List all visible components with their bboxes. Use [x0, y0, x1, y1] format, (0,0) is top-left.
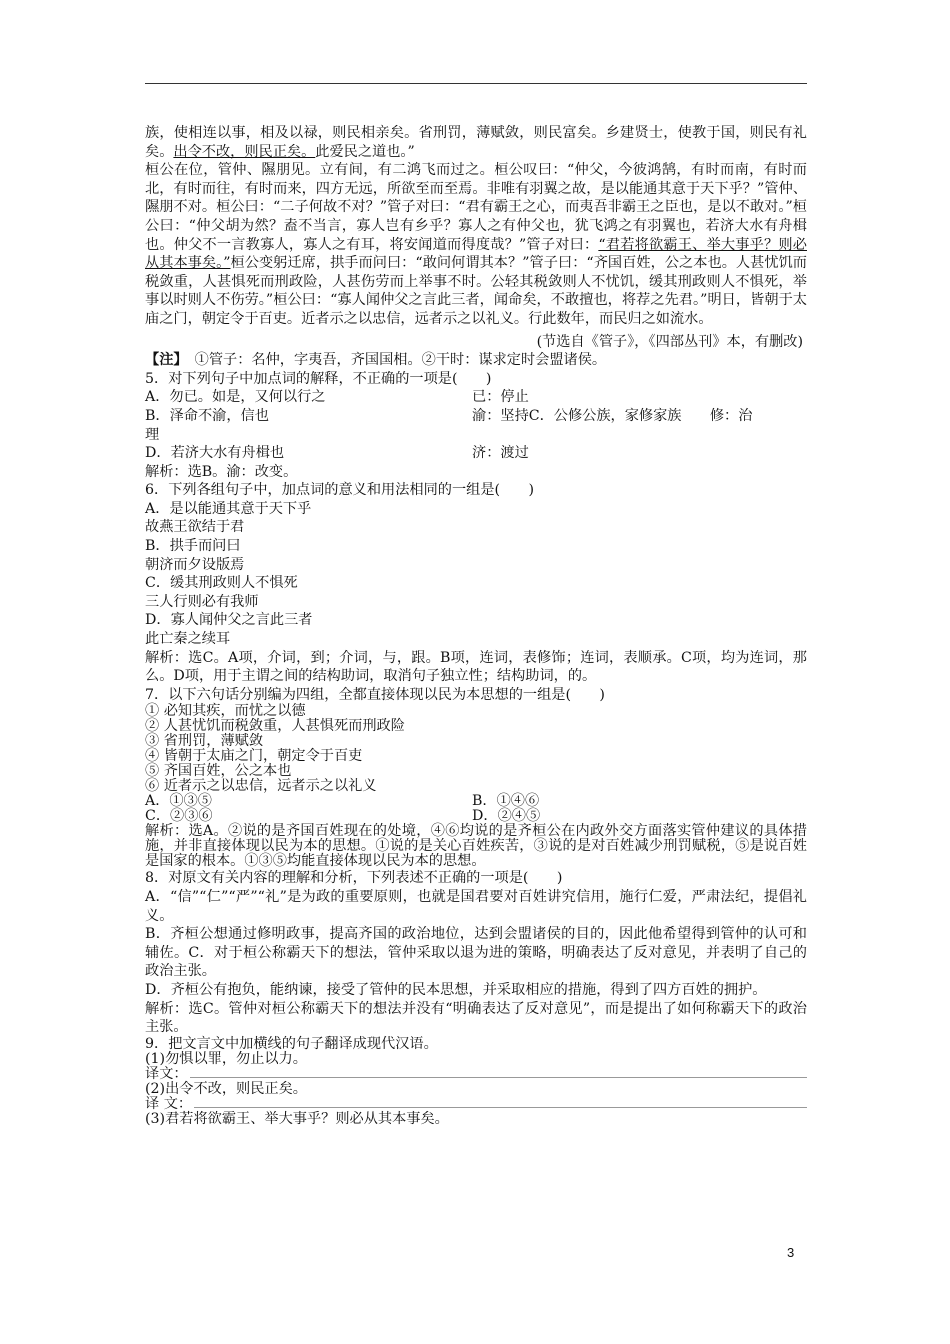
- answer-blank[interactable]: [190, 1077, 807, 1078]
- q7-items: [145, 704, 807, 869]
- header-rule: [145, 83, 807, 84]
- q7-options-ab: [145, 794, 807, 809]
- q5-option-d: [145, 444, 807, 463]
- underlined-sentence: 出令不改，则民正矣。: [173, 143, 316, 160]
- note-text: ①管子：名仲，字夷吾，齐国国相。②干时：谋求定时会盟诸侯。: [194, 352, 607, 369]
- option-text: D．若济大水有舟楫也: [145, 445, 285, 462]
- passage-paragraph-1: [145, 124, 807, 161]
- q6-option-c2: 三人行则必有我师: [145, 593, 259, 610]
- passage-text: 族，使相连以事，相及以禄，则民相亲矣。省刑罚，薄赋敛，则民富矣。乡建贤士，使教于国，则民有礼矣。: [145, 125, 807, 160]
- q6-option-a2: 故燕王欲结于君: [145, 519, 245, 536]
- underlined-sentence: “君若将欲霸王、举大事乎？则必从其本事矣。”: [145, 236, 807, 272]
- q7-stem: 7．以下六句话分别编为四组，全都直接体现以民为本思想的一组是( ): [145, 686, 605, 703]
- q9-sentence-2: (2)出令不改，则民正矣。: [145, 1080, 307, 1097]
- option-a: A．①③⑤: [145, 793, 212, 810]
- q6-answer: 解析：选C。A项，介词，到；介词，与，跟。B项，连词，表修饰；连词，表顺承。C项，均为连词，那么。D项，用于主谓之间的结构助词，取消句子独立性；结构助词，的。: [145, 649, 807, 685]
- q6-option-c1: C．缓其刑政则人不惧死: [145, 575, 298, 592]
- option-gloss: 济：渡过: [472, 445, 529, 462]
- q6-option-b2: 朝济而夕设版焉: [145, 556, 245, 573]
- option-gloss: 已：停止: [472, 389, 529, 406]
- q6-option-b1: B．拱手而问曰: [145, 538, 241, 555]
- q7-answer: 解析：选A。②说的是齐国百姓现在的处境，④⑥均说的是齐桓公在内政外交方面落实管仲建议的具体措施，并非直接体现以民为本的思想。①说的是关心百姓疾苦，③说的是对百姓减少刑罚赋税，⑤是说百姓是国家的根本。①③⑤均能直接体现以民为本的思想。: [145, 823, 807, 870]
- q5-option-b: [145, 407, 807, 426]
- document-body: [145, 124, 807, 1127]
- translation-label: 译 文：: [145, 1095, 193, 1112]
- q9-sentence-3: (3)君若将欲霸王、举大事乎？则必从其本事矣。: [145, 1110, 449, 1127]
- passage-text: 桓公在位，管仲、隰朋见。立有间，有二鸿飞而过之。桓公叹曰：“仲父，今彼鸿鹄，有时而南，有时而北，有时而往，有时而来，四方无远，所欲至而至焉。非唯有羽翼之故，是以能通其意于天下乎？”管仲、隰朋不对。桓公曰：“二子何故不对？”管子对曰：“君有霸王之心，而夷吾非霸王之臣也，是以不敢对。”桓公曰：“仲父胡为然？盍不当言，寡人岂有乡乎？寡人之有仲父也，犹飞鸿之有羽翼也，若济大水有舟楫也。仲父不一言教寡人，寡人之有耳，将安闻道而得度哉？”管子对曰：: [145, 162, 807, 253]
- q5-stem: 5．对下列句子中加点词的解释，不正确的一项是( ): [145, 370, 492, 387]
- answer-blank[interactable]: [194, 1107, 807, 1108]
- q5-answer: 解析：选B。渝：改变。: [145, 463, 298, 480]
- passage-text: 桓公变躬迁席，拱手而问曰：“敢问何谓其本？”管子曰：“齐国百姓，公之本也。人甚忧饥而税敛重，人甚惧死而刑政险，人甚伤劳而上举事不时。公轻其税敛则人不忧饥，缓其刑政则人不惧死，举事以时则人不伤劳。”桓公曰：“寡人闻仲父之言此三者，闻命矣，不敢擅也，将荐之先君。”明日，皆朝于太庙之门，朝定令于百吏。近者示之以忠信，远者示之以礼义。行此数年，而民归之如流水。: [145, 255, 807, 327]
- passage-note: [145, 351, 807, 370]
- q9-translation-1: [145, 1067, 807, 1082]
- q8-option-d: D．齐桓公有抱负，能纳谏，接受了管仲的民本思想，并采取相应的措施，得到了四方百姓的拥护。: [145, 981, 767, 998]
- passage-text: 此爱民之道也。”: [315, 143, 415, 160]
- option-b: B．①④⑥: [472, 793, 540, 810]
- q6-option-d1: D．寡人闻仲父之言此三者: [145, 612, 313, 629]
- q7-item: ③ 省刑罚，薄赋敛: [145, 733, 264, 750]
- q6-option-d2: 此亡秦之续耳: [145, 631, 231, 648]
- page-number: 3: [787, 1245, 795, 1260]
- passage-paragraph-2: [145, 161, 807, 328]
- q7-item: ⑥ 近者示之以忠信，远者示之以礼义: [145, 778, 377, 795]
- q7-item: ① 必知其疾，而忧之以德: [145, 703, 306, 720]
- option-text: B．泽命不渝，信也: [145, 407, 269, 424]
- q7-item: ④ 皆朝于太庙之门，朝定令于百吏: [145, 748, 363, 765]
- passage-source: (节选自《管子》，《四部丛刊》本，有删改): [536, 333, 803, 350]
- option-gloss: 渝：坚持C．公修公族，家修家族 修：治: [472, 407, 753, 424]
- q9-stem: 9．把文言文中加横线的句子翻译成现代汉语。: [145, 1035, 438, 1052]
- q5-option-c-cont: 理: [145, 426, 160, 443]
- translation-label: 译文：: [145, 1065, 188, 1082]
- option-c: C．②③⑥: [145, 808, 213, 825]
- note-tag: 【注】: [145, 352, 181, 369]
- option-d: D．②④⑤: [472, 808, 541, 825]
- q9-block: [145, 1037, 807, 1127]
- q9-sentence-1: (1)勿惧以罪，勿止以力。: [145, 1050, 307, 1067]
- q6-stem: 6．下列各组句子中，加点词的意义和用法相同的一组是( ): [145, 482, 534, 499]
- q8-stem: 8．对原文有关内容的理解和分析，下列表述不正确的一项是( ): [145, 870, 563, 887]
- q7-item: ② 人甚忧饥而税敛重，人甚惧死而刑政险: [145, 718, 405, 735]
- q7-item: ⑤ 齐国百姓，公之本也: [145, 763, 292, 780]
- q9-translation-2: [145, 1097, 807, 1112]
- q8-option-a: A．“信”“仁”“严”“礼”是为政的重要原则，也就是国君要对百姓讲究信用，施行仁爱，严肃法纪，提倡礼义。: [145, 889, 807, 924]
- q8-answer: 解析：选C。管仲对桓公称霸天下的想法并没有“明确表达了反对意见”，而是提出了如何称霸天下的政治主张。: [145, 1000, 807, 1036]
- q5-option-a: [145, 388, 807, 407]
- q8-option-bc: B．齐桓公想通过修明政事，提高齐国的政治地位，达到会盟诸侯的目的，因此他希望得到管仲的认可和辅佐。C．对于桓公称霸天下的想法，管仲采取以退为进的策略，明确表达了反对意见，并表明了自己的政治主张。: [145, 926, 807, 980]
- option-text: A．勿已。如是，又何以行之: [145, 389, 326, 406]
- q6-option-a1: A．是以能通其意于天下乎: [145, 500, 312, 517]
